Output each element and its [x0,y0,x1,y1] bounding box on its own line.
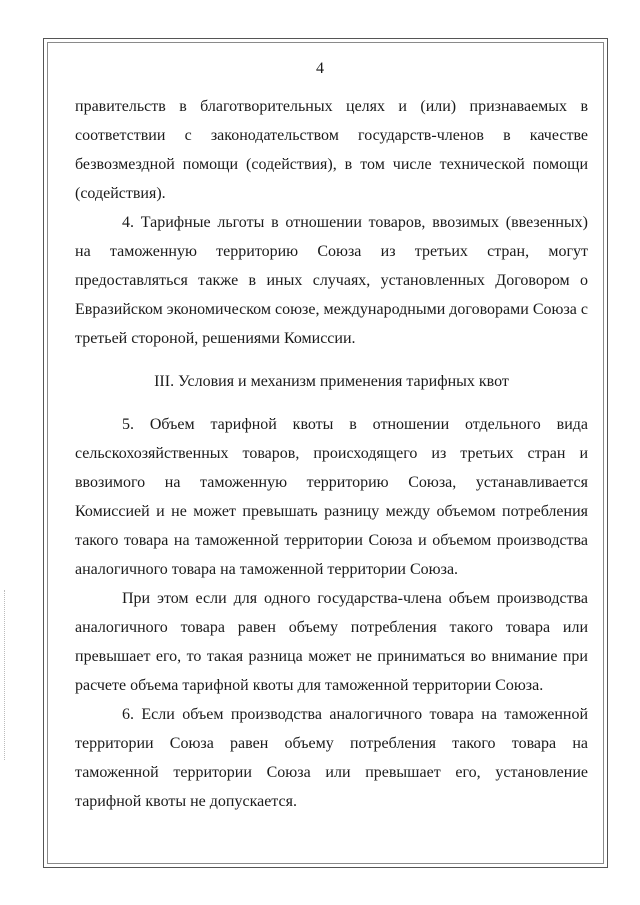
section-heading: III. Условия и механизм применения тарифных квот [154,373,509,390]
paragraph-5-continued: При этом если для одного государства-члена объем производства аналогичного товара равен объему потребления такого товара или превышает его, то такая разница может не приниматься во внимание при расчете объема тарифной квоты для таможенной территории Союза. [75,590,588,694]
scan-margin-marks [4,590,6,760]
paragraph-6: 6. Если объем производства аналогичного товара на таможенной территории Союза равен объему потребления такого товара на таможенной территории Союза или превышает его, установление тарифной квоты не допускается. [75,706,588,810]
paragraph-4: 4. Тарифные льготы в отношении товаров, ввозимых (ввезенных) на таможенную территорию Союза из третьих стран, могут предоставляться также в иных случаях, установленных Договором о Евразийском экономическом союзе, международными договорами Союза с третьей стороной, решениями Комиссии. [75,214,588,347]
spacer [75,396,588,410]
page-number: 4 [316,60,324,77]
spacer [75,353,588,367]
document-body [75,92,588,816]
paragraph-5: 5. Объем тарифной квоты в отношении отдельного вида сельскохозяйственных товаров, происходящего из третьих стран и ввозимого на таможенную территорию Союза, устанавливается Комиссией и не может превышать разницу между объемом потребления такого товара на таможенной территории Союза и объемом производства аналогичного товара на таможенной территории Союза. [75,416,588,578]
paragraph-continuation: правительств в благотворительных целях и (или) признаваемых в соответствии с законодательством государств-членов в качестве безвозмездной помощи (содействия), в том числе технической помощи (содействия). [75,98,588,202]
